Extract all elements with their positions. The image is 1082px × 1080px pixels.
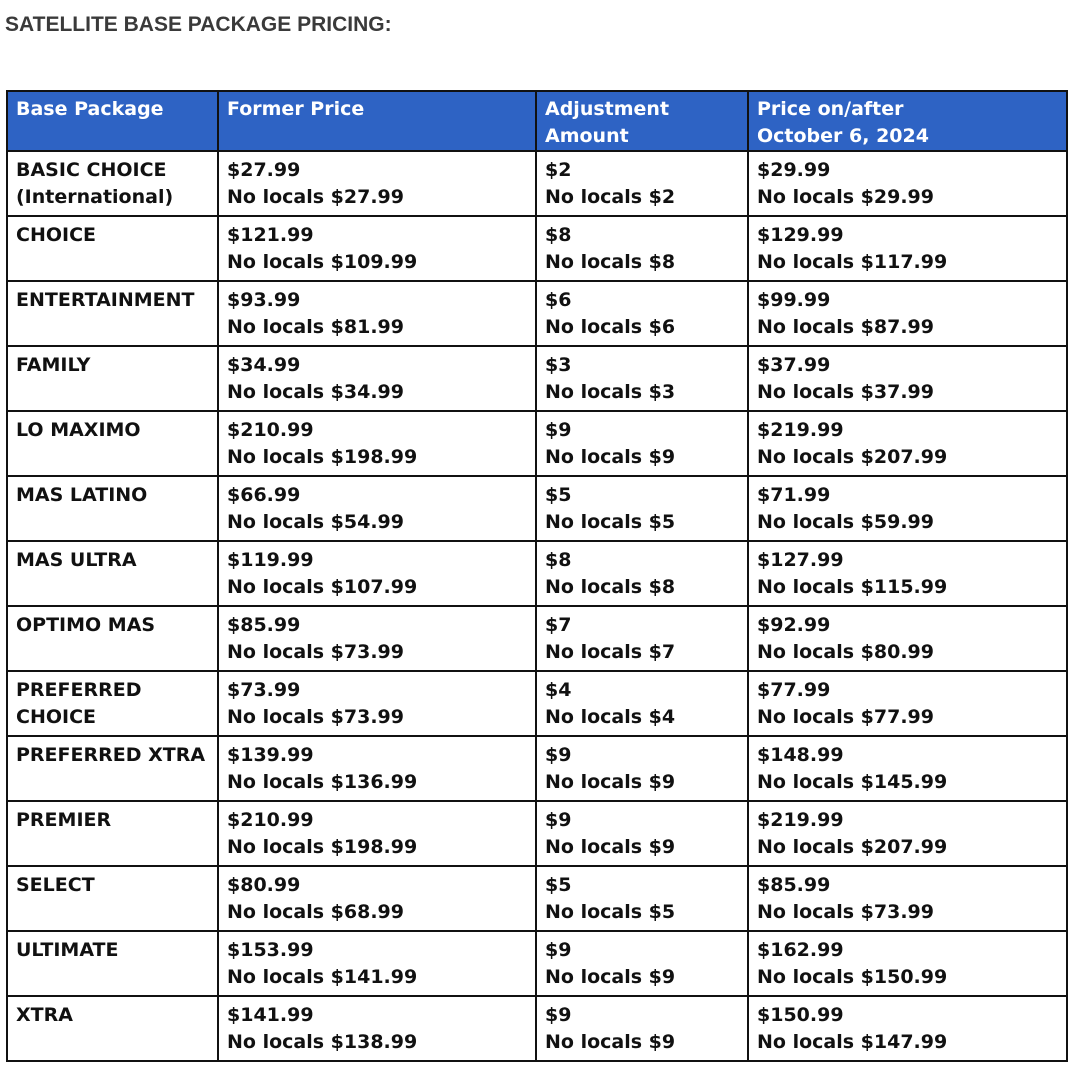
cell-primary-text: $141.99 xyxy=(227,1004,314,1026)
header-label-line: Former Price xyxy=(227,98,365,120)
cell-primary-text: $99.99 xyxy=(757,289,831,311)
cell-primary-text: $80.99 xyxy=(227,874,301,896)
cell-primary-text: $148.99 xyxy=(757,744,844,766)
cell-primary-text: $9 xyxy=(545,744,572,766)
cell-primary-text: $66.99 xyxy=(227,484,301,506)
cell-primary-text: PREFERRED xyxy=(16,679,142,701)
cell-primary-text: $9 xyxy=(545,1004,572,1026)
cell-primary-text: $73.99 xyxy=(227,679,301,701)
cell-primary-text: $127.99 xyxy=(757,549,844,571)
cell-primary-text: $6 xyxy=(545,289,572,311)
header-label-line: October 6, 2024 xyxy=(757,125,929,147)
cell-primary-text: $210.99 xyxy=(227,419,314,441)
cell-secondary-text: No locals $5 xyxy=(545,901,676,923)
cell-primary-text: CHOICE xyxy=(16,224,96,246)
cell-primary-text: $5 xyxy=(545,874,572,896)
package-name-cell xyxy=(7,606,218,671)
cell-secondary-text: No locals $150.99 xyxy=(757,966,948,988)
pricing-table xyxy=(6,90,1068,1062)
cell-secondary-text: No locals $54.99 xyxy=(227,511,404,533)
cell-secondary-text: No locals $8 xyxy=(545,576,676,598)
adjustment-amount-cell xyxy=(536,541,748,606)
former-price-cell xyxy=(218,671,536,736)
new-price-cell xyxy=(748,996,1067,1061)
cell-primary-text: ULTIMATE xyxy=(16,939,119,961)
table-row xyxy=(7,281,1067,346)
adjustment-amount-cell xyxy=(536,281,748,346)
new-price-cell xyxy=(748,866,1067,931)
cell-secondary-text: No locals $80.99 xyxy=(757,641,934,663)
cell-primary-text: SELECT xyxy=(16,874,95,896)
page-title: SATELLITE BASE PACKAGE PRICING: xyxy=(5,13,392,36)
cell-primary-text: $77.99 xyxy=(757,679,831,701)
package-name-cell xyxy=(7,411,218,476)
cell-primary-text: $27.99 xyxy=(227,159,301,181)
cell-secondary-text: No locals $198.99 xyxy=(227,446,418,468)
adjustment-amount-cell xyxy=(536,346,748,411)
new-price-cell xyxy=(748,411,1067,476)
former-price-cell xyxy=(218,866,536,931)
cell-primary-text: PREMIER xyxy=(16,809,112,831)
cell-secondary-text: No locals $9 xyxy=(545,1031,676,1053)
cell-secondary-text: No locals $34.99 xyxy=(227,381,404,403)
cell-secondary-text: No locals $136.99 xyxy=(227,771,418,793)
header-label-line: Amount xyxy=(545,125,629,147)
package-name-cell xyxy=(7,736,218,801)
table-row xyxy=(7,996,1067,1061)
cell-secondary-text: No locals $141.99 xyxy=(227,966,418,988)
adjustment-amount-cell xyxy=(536,866,748,931)
cell-secondary-text: No locals $145.99 xyxy=(757,771,948,793)
former-price-cell xyxy=(218,736,536,801)
new-price-cell xyxy=(748,671,1067,736)
cell-secondary-text: No locals $107.99 xyxy=(227,576,418,598)
cell-secondary-text: No locals $9 xyxy=(545,836,676,858)
cell-secondary-text: (International) xyxy=(16,186,174,208)
cell-primary-text: $9 xyxy=(545,419,572,441)
adjustment-amount-cell xyxy=(536,411,748,476)
former-price-cell xyxy=(218,606,536,671)
cell-secondary-text: No locals $68.99 xyxy=(227,901,404,923)
cell-secondary-text: No locals $9 xyxy=(545,966,676,988)
package-name-cell xyxy=(7,671,218,736)
cell-primary-text: XTRA xyxy=(16,1004,73,1026)
cell-primary-text: $71.99 xyxy=(757,484,831,506)
table-header xyxy=(7,91,1067,151)
cell-primary-text: MAS ULTRA xyxy=(16,549,137,571)
table-row xyxy=(7,671,1067,736)
cell-primary-text: $150.99 xyxy=(757,1004,844,1026)
cell-primary-text: $7 xyxy=(545,614,572,636)
cell-secondary-text: No locals $73.99 xyxy=(227,706,404,728)
new-price-cell xyxy=(748,216,1067,281)
cell-secondary-text: No locals $5 xyxy=(545,511,676,533)
cell-primary-text: $162.99 xyxy=(757,939,844,961)
cell-primary-text: $210.99 xyxy=(227,809,314,831)
former-price-cell xyxy=(218,151,536,216)
cell-secondary-text: No locals $81.99 xyxy=(227,316,404,338)
package-name-cell xyxy=(7,151,218,216)
header-former-price xyxy=(218,91,536,151)
new-price-cell xyxy=(748,606,1067,671)
cell-secondary-text: No locals $147.99 xyxy=(757,1031,948,1053)
adjustment-amount-cell xyxy=(536,671,748,736)
adjustment-amount-cell xyxy=(536,801,748,866)
adjustment-amount-cell xyxy=(536,606,748,671)
package-name-cell xyxy=(7,996,218,1061)
package-name-cell xyxy=(7,866,218,931)
cell-primary-text: LO MAXIMO xyxy=(16,419,141,441)
cell-secondary-text: No locals $9 xyxy=(545,446,676,468)
cell-secondary-text: No locals $138.99 xyxy=(227,1031,418,1053)
cell-secondary-text: No locals $73.99 xyxy=(227,641,404,663)
former-price-cell xyxy=(218,281,536,346)
new-price-cell xyxy=(748,801,1067,866)
adjustment-amount-cell xyxy=(536,476,748,541)
cell-primary-text: PREFERRED XTRA xyxy=(16,744,206,766)
former-price-cell xyxy=(218,216,536,281)
adjustment-amount-cell xyxy=(536,216,748,281)
cell-primary-text: $9 xyxy=(545,809,572,831)
header-label-line: Price on/after xyxy=(757,98,904,120)
package-name-cell xyxy=(7,216,218,281)
cell-primary-text: $5 xyxy=(545,484,572,506)
cell-secondary-text: No locals $3 xyxy=(545,381,676,403)
table-row xyxy=(7,216,1067,281)
cell-primary-text: OPTIMO MAS xyxy=(16,614,156,636)
cell-secondary-text: No locals $73.99 xyxy=(757,901,934,923)
new-price-cell xyxy=(748,151,1067,216)
package-name-cell xyxy=(7,931,218,996)
table-row xyxy=(7,151,1067,216)
cell-secondary-text: No locals $7 xyxy=(545,641,676,663)
cell-secondary-text: No locals $115.99 xyxy=(757,576,948,598)
cell-primary-text: $3 xyxy=(545,354,572,376)
cell-secondary-text: No locals $8 xyxy=(545,251,676,273)
table-row xyxy=(7,606,1067,671)
header-label-line: Adjustment xyxy=(545,98,670,120)
cell-secondary-text: No locals $117.99 xyxy=(757,251,948,273)
cell-secondary-text: No locals $59.99 xyxy=(757,511,934,533)
cell-secondary-text: No locals $87.99 xyxy=(757,316,934,338)
cell-primary-text: $85.99 xyxy=(227,614,301,636)
cell-primary-text: $129.99 xyxy=(757,224,844,246)
new-price-cell xyxy=(748,931,1067,996)
former-price-cell xyxy=(218,346,536,411)
cell-secondary-text: No locals $207.99 xyxy=(757,446,948,468)
former-price-cell xyxy=(218,476,536,541)
table-body xyxy=(7,151,1067,1061)
header-label-line: Base Package xyxy=(16,98,164,120)
package-name-cell xyxy=(7,281,218,346)
cell-secondary-text: No locals $2 xyxy=(545,186,676,208)
cell-primary-text: BASIC CHOICE xyxy=(16,159,167,181)
new-price-cell xyxy=(748,541,1067,606)
cell-secondary-text: No locals $37.99 xyxy=(757,381,934,403)
cell-primary-text: MAS LATINO xyxy=(16,484,148,506)
cell-primary-text: FAMILY xyxy=(16,354,91,376)
former-price-cell xyxy=(218,996,536,1061)
cell-primary-text: $119.99 xyxy=(227,549,314,571)
package-name-cell xyxy=(7,541,218,606)
cell-primary-text: $85.99 xyxy=(757,874,831,896)
cell-secondary-text: CHOICE xyxy=(16,706,96,728)
new-price-cell xyxy=(748,281,1067,346)
cell-primary-text: $4 xyxy=(545,679,572,701)
table-row xyxy=(7,541,1067,606)
cell-secondary-text: No locals $4 xyxy=(545,706,676,728)
former-price-cell xyxy=(218,801,536,866)
new-price-cell xyxy=(748,476,1067,541)
cell-primary-text: $9 xyxy=(545,939,572,961)
cell-secondary-text: No locals $77.99 xyxy=(757,706,934,728)
package-name-cell xyxy=(7,801,218,866)
cell-primary-text: $34.99 xyxy=(227,354,301,376)
header-base-package xyxy=(7,91,218,151)
table-row xyxy=(7,736,1067,801)
package-name-cell xyxy=(7,476,218,541)
former-price-cell xyxy=(218,931,536,996)
former-price-cell xyxy=(218,411,536,476)
cell-secondary-text: No locals $27.99 xyxy=(227,186,404,208)
cell-primary-text: $93.99 xyxy=(227,289,301,311)
cell-secondary-text: No locals $198.99 xyxy=(227,836,418,858)
cell-primary-text: $92.99 xyxy=(757,614,831,636)
adjustment-amount-cell xyxy=(536,151,748,216)
new-price-cell xyxy=(748,346,1067,411)
adjustment-amount-cell xyxy=(536,736,748,801)
table-row xyxy=(7,476,1067,541)
cell-secondary-text: No locals $109.99 xyxy=(227,251,418,273)
adjustment-amount-cell xyxy=(536,931,748,996)
cell-primary-text: $139.99 xyxy=(227,744,314,766)
table-row xyxy=(7,801,1067,866)
new-price-cell xyxy=(748,736,1067,801)
cell-primary-text: $219.99 xyxy=(757,809,844,831)
table-row xyxy=(7,411,1067,476)
cell-secondary-text: No locals $29.99 xyxy=(757,186,934,208)
header-adjustment-amount xyxy=(536,91,748,151)
cell-primary-text: $121.99 xyxy=(227,224,314,246)
cell-primary-text: $219.99 xyxy=(757,419,844,441)
cell-secondary-text: No locals $9 xyxy=(545,771,676,793)
cell-secondary-text: No locals $207.99 xyxy=(757,836,948,858)
cell-primary-text: $2 xyxy=(545,159,572,181)
table-row xyxy=(7,866,1067,931)
table-row xyxy=(7,931,1067,996)
cell-primary-text: ENTERTAINMENT xyxy=(16,289,195,311)
cell-primary-text: $153.99 xyxy=(227,939,314,961)
header-row xyxy=(7,91,1067,151)
cell-primary-text: $8 xyxy=(545,549,572,571)
package-name-cell xyxy=(7,346,218,411)
cell-secondary-text: No locals $6 xyxy=(545,316,676,338)
adjustment-amount-cell xyxy=(536,996,748,1061)
former-price-cell xyxy=(218,541,536,606)
table-row xyxy=(7,346,1067,411)
cell-primary-text: $29.99 xyxy=(757,159,831,181)
header-new-price xyxy=(748,91,1067,151)
cell-primary-text: $8 xyxy=(545,224,572,246)
cell-primary-text: $37.99 xyxy=(757,354,831,376)
